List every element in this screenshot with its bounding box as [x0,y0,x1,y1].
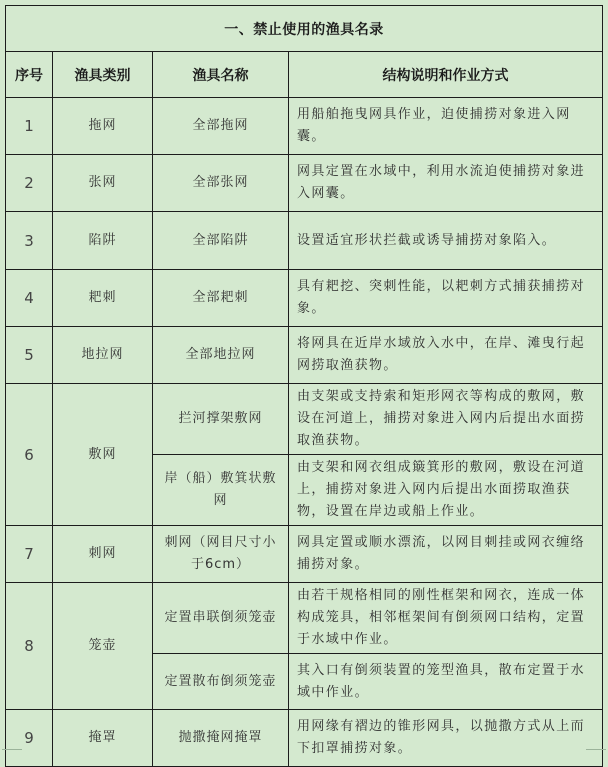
row-category: 地拉网 [53,327,153,384]
row-category: 张网 [53,155,153,212]
table-row [6,526,603,583]
table-row [6,98,603,155]
row-gear-name: 定置串联倒须笼壶 [153,583,289,654]
row-num: 4 [6,270,53,327]
page-corner-mark-left [2,749,22,753]
table-row [6,270,603,327]
row-description: 其入口有倒须装置的笼型渔具，散布定置于水域中作业。 [289,654,603,710]
table-row [6,327,603,384]
table-title-row [6,6,603,52]
row-category: 笼壶 [53,583,153,710]
row-description: 由支架和网衣组成簸箕形的敷网，敷设在河道上，捕捞对象进入网内后提出水面捞取渔获物，设置在岸边或船上作业。 [289,455,603,526]
row-num: 2 [6,155,53,212]
row-category: 敷网 [53,384,153,526]
row-num: 7 [6,526,53,583]
row-num: 8 [6,583,53,710]
table-row [6,583,603,654]
row-gear-name: 抛撒掩网掩罩 [153,710,289,767]
row-num: 1 [6,98,53,155]
header-description: 结构说明和作业方式 [289,52,603,98]
row-gear-name: 全部张网 [153,155,289,212]
row-gear-name: 定置散布倒须笼壶 [153,654,289,710]
row-num: 3 [6,212,53,270]
row-description: 网具定置或顺水漂流，以网目刺挂或网衣缠络捕捞对象。 [289,526,603,583]
table-row [6,212,603,270]
row-description: 设置适宜形状拦截或诱导捕捞对象陷入。 [289,212,603,270]
row-category: 刺网 [53,526,153,583]
header-name: 渔具名称 [153,52,289,98]
row-gear-name: 全部耙刺 [153,270,289,327]
table-row [6,710,603,767]
prohibited-fishing-gear-table [5,5,603,767]
header-num: 序号 [6,52,53,98]
row-gear-name: 全部陷阱 [153,212,289,270]
row-category: 陷阱 [53,212,153,270]
row-gear-name: 全部地拉网 [153,327,289,384]
row-gear-name: 岸（船）敷箕状敷网 [153,455,289,526]
row-description: 网具定置在水域中，利用水流迫使捕捞对象进入网囊。 [289,155,603,212]
table-title: 一、禁止使用的渔具名录 [6,6,603,52]
table-header-row [6,52,603,98]
row-gear-name: 拦河撑架敷网 [153,384,289,455]
row-description: 具有耙挖、突刺性能，以耙刺方式捕获捕捞对象。 [289,270,603,327]
page-corner-mark-right [586,749,606,753]
row-description: 将网具在近岸水域放入水中，在岸、滩曳行起网捞取渔获物。 [289,327,603,384]
row-description: 用船舶拖曳网具作业，迫使捕捞对象进入网囊。 [289,98,603,155]
row-num: 9 [6,710,53,767]
row-description: 由支架或支持索和矩形网衣等构成的敷网，敷设在河道上，捕捞对象进入网内后提出水面捞取渔获物。 [289,384,603,455]
table-row [6,384,603,455]
row-description: 用网缘有褶边的锥形网具，以抛撒方式从上而下扣罩捕捞对象。 [289,710,603,767]
table-row [6,155,603,212]
row-category: 耙刺 [53,270,153,327]
row-category: 拖网 [53,98,153,155]
row-gear-name: 刺网（网目尺寸小于6cm） [153,526,289,583]
row-description: 由若干规格相同的刚性框架和网衣，连成一体构成笼具，相邻框架间有倒须网口结构，定置于水域中作业。 [289,583,603,654]
row-category: 掩罩 [53,710,153,767]
row-gear-name: 全部拖网 [153,98,289,155]
row-num: 6 [6,384,53,526]
header-category: 渔具类别 [53,52,153,98]
row-num: 5 [6,327,53,384]
